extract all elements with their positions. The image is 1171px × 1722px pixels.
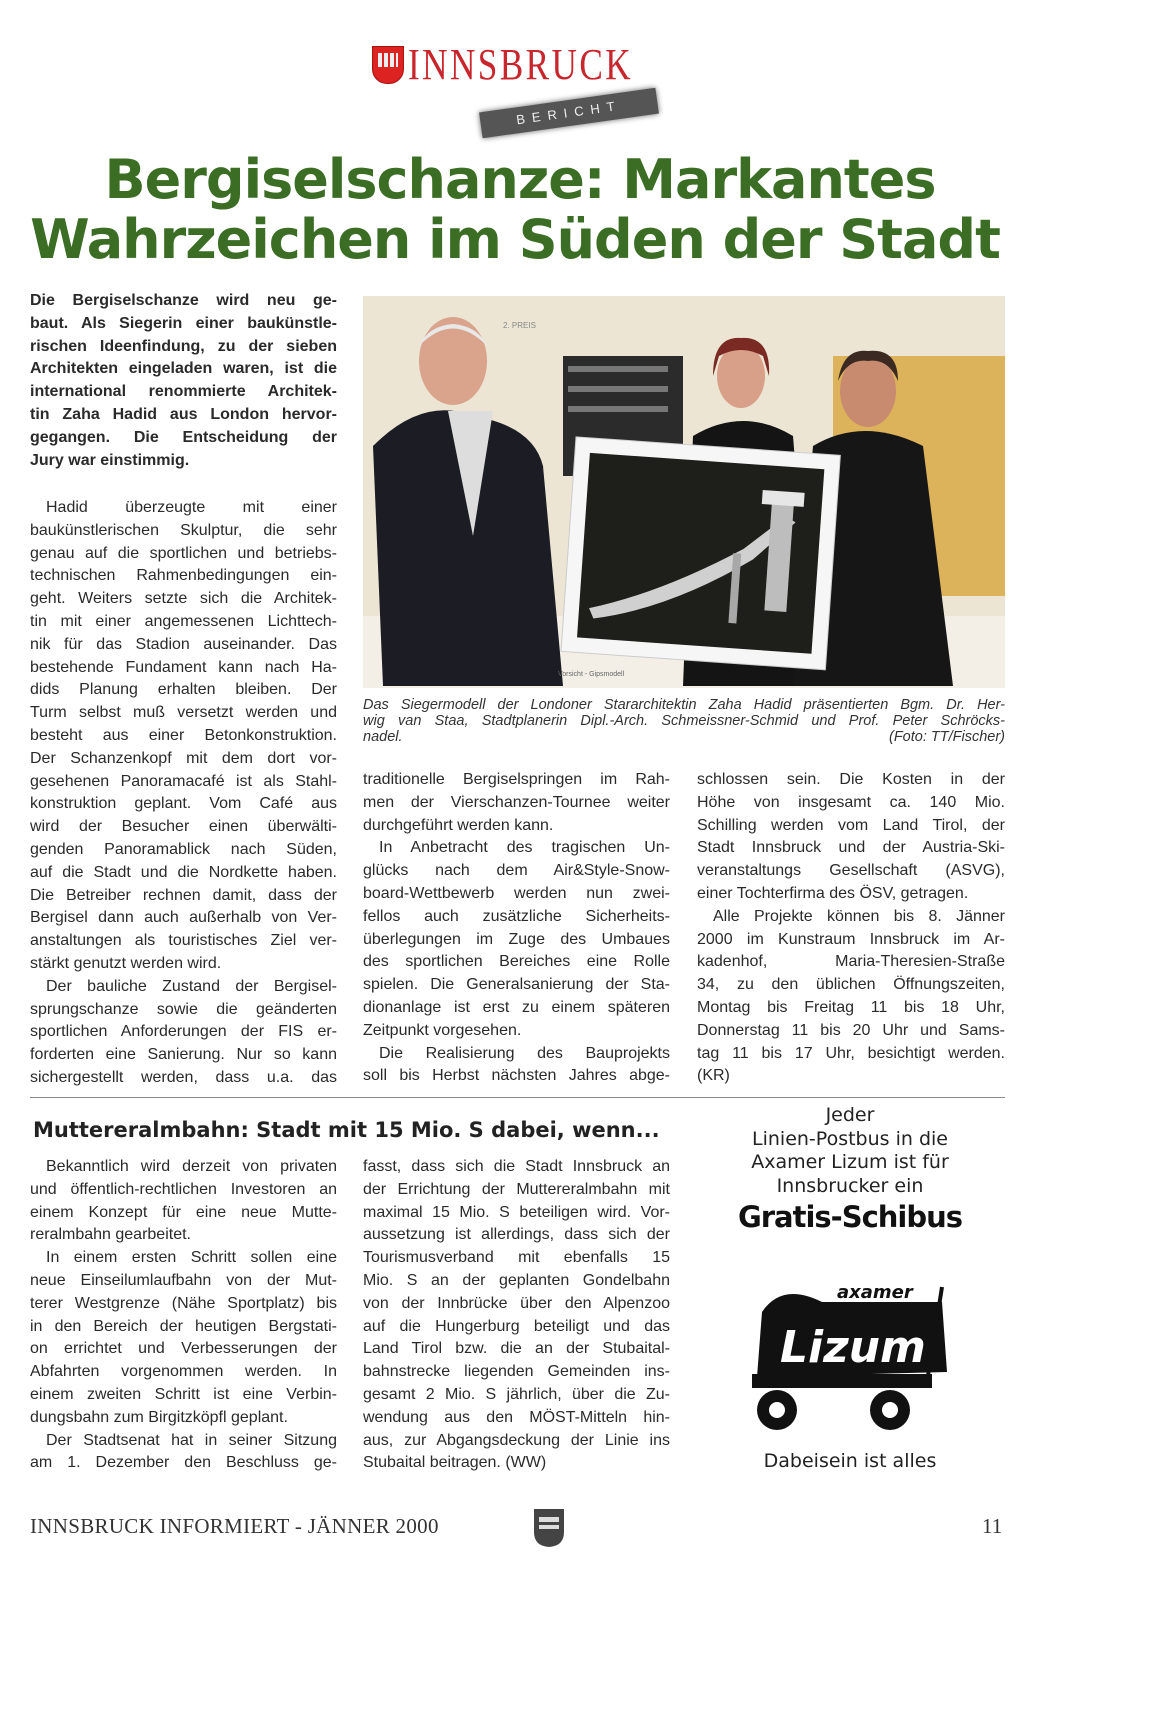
text-line: Zeitpunkt vorgesehen. <box>363 1021 522 1039</box>
text-line: board-Wettbewerb werden nun zwei- <box>363 884 670 902</box>
text-line: Der Stadtsenat hat in seiner Sitzung <box>46 1431 337 1449</box>
text-line: fellos auch zusätzliche Sicherheits- <box>363 907 670 925</box>
text-line: einer Tochterfirma des ÖSV, getragen. <box>697 884 969 902</box>
text-line: neue Einseilumlaufbahn von der Mut- <box>30 1271 337 1289</box>
headline-line-2: Wahrzeichen im Süden der Stadt <box>30 208 1000 271</box>
ad-slogan: Dabeisein ist alles <box>763 1450 937 1472</box>
page-number: 11 <box>982 1514 1003 1538</box>
ad-line: Jeder <box>825 1104 875 1126</box>
text-line: Hadid überzeugte mit einer <box>46 499 337 516</box>
masthead-tag: BERICHT <box>479 88 659 139</box>
text-line: Der Schanzenkopf mit dem dort vor- <box>30 749 337 767</box>
ad-line: Innsbrucker ein <box>776 1174 924 1197</box>
caption-last-row <box>363 729 1005 745</box>
article2-headline: Muttereralmbahn: Stadt mit 15 Mio. S dabei, wenn... <box>33 1118 660 1142</box>
footer-publication: INNSBRUCK INFORMIERT - JÄNNER 2000 <box>30 1514 439 1538</box>
text-line: geht. Weiters setzte sich die Architek- <box>30 590 337 608</box>
innsbruck-crest-icon <box>372 46 404 84</box>
text-line: auf die Stadt und die Nordkette haben. <box>30 863 337 881</box>
text-line: anstaltungen als touristisches Ziel ver- <box>30 932 337 950</box>
section-divider <box>30 1097 1005 1098</box>
text-line: baut. Als Siegerin einer baukünstle- <box>30 314 337 332</box>
text-line: schlossen sein. Die Kosten in der <box>697 771 1005 788</box>
lead-paragraph <box>30 290 337 472</box>
text-line: nik für das Stadion auseinander. Das <box>30 635 337 653</box>
text-line: fasst, dass sich die Stadt Innsbruck an <box>363 1158 670 1175</box>
text-line: Schilling werden vom Land Tirol, der <box>697 816 1005 834</box>
article-column-1 <box>30 497 337 1090</box>
text-line: Die Realisierung des Bauprojekts <box>379 1044 670 1062</box>
text-line: des sportlichen Bereiches eine Rolle <box>363 953 670 971</box>
ad-highlight: Gratis-Schibus <box>737 1200 963 1234</box>
text-line: spielen. Die Generalsanierung der Sta- <box>363 976 670 994</box>
text-line: 34, zu den üblichen Öffnungszeiten, <box>697 976 1005 994</box>
text-line: von der Innbrücke über den Alpenzoo <box>363 1294 670 1312</box>
text-line: reralmbahn gearbeitet. <box>30 1226 191 1244</box>
text-line: konstruktion geplant. Vom Café aus <box>30 795 337 813</box>
text-line: tin Zaha Hadid aus London hervor- <box>30 405 337 423</box>
text-line: genau auf die sportlichen und betriebs- <box>30 544 337 562</box>
text-line: der Errichtung der Muttereralmbahn mit <box>363 1180 670 1198</box>
text-line: einem zweiten Schritt ist eine Verbin- <box>30 1385 337 1403</box>
text-line: besteht aus einer Betonkonstruktion. <box>30 726 337 744</box>
text-line: Stubaital beitragen. (WW) <box>363 1454 547 1472</box>
ad-line: Linien-Postbus in die <box>752 1127 948 1150</box>
text-line: international renommierte Architek- <box>30 383 337 401</box>
text-line: bahnstrecke liegenden Gemeinden ins- <box>363 1363 670 1381</box>
text-line: glücks nach dem Air&Style-Snow- <box>363 862 670 880</box>
photo-caption <box>363 697 1005 745</box>
text-line: aus, zur Abgangsdeckung der Linie ins <box>363 1431 670 1449</box>
innsbruck-crest-icon <box>533 1508 565 1548</box>
text-line: in den Bereich der heutigen Bergstati- <box>30 1317 337 1335</box>
text-line: In Anbetracht des tragischen Un- <box>379 839 670 857</box>
text-line: 2000 im Kunstraum Innsbruck im Ar- <box>697 930 1005 948</box>
logo-small-text: axamer <box>837 1282 913 1303</box>
text-line: sportlichen Anforderungen der FIS er- <box>30 1023 337 1041</box>
text-line: gesehenen Panoramacafé ist als Stahl- <box>30 772 337 790</box>
text-line: Bekanntlich wird derzeit von privaten <box>46 1158 337 1175</box>
model-label: Vorsicht - Gipsmodell <box>558 671 625 678</box>
masthead-name: INNSBRUCK <box>408 40 634 89</box>
text-line: Die Betreiber rechnen damit, dass der <box>30 886 337 904</box>
text-line: soll bis Herbst nächsten Jahres abge- <box>363 1067 670 1085</box>
text-line: on errichtet und Verbesserungen der <box>30 1340 337 1358</box>
text-line: In einem ersten Schritt sollen eine <box>46 1249 337 1267</box>
text-line: Architekten eingeladen waren, ist die <box>30 360 337 378</box>
text-line: tin mit einer angemessenen Lichttech- <box>30 612 337 630</box>
text-line: wendung aus den MÖST-Mitteln hin- <box>363 1408 670 1426</box>
text-line: veranstaltungs Gesellschaft (ASVG), <box>697 862 1005 880</box>
article-column-2 <box>363 769 670 1088</box>
text-line: Die Bergiselschanze wird neu ge- <box>30 292 337 309</box>
text-line: und öffentlich-rechtlichen Investoren an <box>30 1180 337 1198</box>
photo-credit: (Foto: TT/Fischer) <box>888 729 1005 745</box>
text-line: einem Konzept für eine neue Mutte- <box>30 1203 337 1221</box>
article-column-3 <box>697 769 1005 1088</box>
ad-line: Axamer Lizum ist für <box>751 1151 949 1173</box>
text-line: sprungschanze sowie die geänderten <box>30 1000 337 1018</box>
text-line: gesamt 2 Mio. S jährlich, über die Zu- <box>363 1385 670 1403</box>
text-line: Jury war einstimmig. <box>30 451 190 469</box>
text-line: Mio. S an der geplanten Gondelbahn <box>363 1271 670 1289</box>
text-line: Donnerstag 11 bis 20 Uhr und Sams- <box>697 1021 1005 1039</box>
caption-line: wig van Staa, Stadtplanerin Dipl.-Arch. Schmeissner-Schmid und Prof. Peter Schröcks- <box>363 713 1005 729</box>
text-line: (KR) <box>697 1067 730 1085</box>
text-line: Abfahrten vorgenommen werden. In <box>30 1363 337 1381</box>
text-line: dids Planung erhalten bleiben. Der <box>30 681 337 699</box>
text-line: überlegungen im Zuge des Umbaues <box>363 930 670 948</box>
text-line: stärkt genutzt werden wird. <box>30 954 222 972</box>
text-line: Land Tirol bzw. die an der Stubaital- <box>363 1340 670 1358</box>
article2-column-1 <box>30 1156 337 1475</box>
masthead-logo <box>372 40 672 140</box>
advertisement <box>700 1104 1000 1234</box>
text-line: Tourismusverband mit ebenfalls 15 <box>363 1249 670 1267</box>
text-line: wird der Besucher einen überwälti- <box>30 818 337 836</box>
text-line: bestehende Fundament kann nach Ha- <box>30 658 337 676</box>
text-line: genden Panoramablick nach Süden, <box>30 840 337 858</box>
text-line: technischen Rahmenbedingungen ein- <box>30 567 337 585</box>
text-line: auf die Hungerburg beteiligt und das <box>363 1317 670 1335</box>
text-line: Höhe von insgesamt ca. 140 Mio. <box>697 793 1005 811</box>
text-line: durchgeführt werden kann. <box>363 816 554 834</box>
text-line: baukünstlerischen Skulptur, die sehr <box>30 521 337 539</box>
text-line: sichergestellt werden, dass u.a. das <box>30 1068 337 1086</box>
text-line: dionanlage ist erst zu einem späteren <box>363 998 670 1016</box>
article-photo <box>363 296 1005 688</box>
text-line: dungsbahn zum Birgitzköpfl geplant. <box>30 1408 288 1426</box>
text-line: gegangen. Die Entscheidung der <box>30 428 337 446</box>
text-line: Stadt Innsbruck und der Austria-Ski- <box>697 839 1005 857</box>
board-label: 2. PREIS <box>503 321 536 330</box>
caption-line: nadel. <box>363 729 403 745</box>
text-line: terer Westgrenze (Nähe Sportplatz) bis <box>30 1294 337 1312</box>
logo-big-text: Lizum <box>780 1322 926 1373</box>
text-line: rischen Ideenfindung, zu der sieben <box>30 337 337 355</box>
text-line: Montag bis Freitag 11 bis 18 Uhr, <box>697 998 1005 1016</box>
axamer-lizum-logo <box>742 1282 962 1442</box>
text-line: tag 11 bis 17 Uhr, besichtigt werden. <box>697 1044 1005 1062</box>
text-line: men der Vierschanzen-Tournee weiter <box>363 793 670 811</box>
headline-line-1: Bergiselschanze: Markantes <box>104 148 936 211</box>
text-line: traditionelle Bergiselspringen im Rah- <box>363 771 670 788</box>
text-line: forderten eine Sanierung. Nur so kann <box>30 1046 337 1064</box>
text-line: Der bauliche Zustand der Bergisel- <box>46 977 337 995</box>
text-line: am 1. Dezember den Beschluss ge- <box>30 1454 337 1472</box>
text-line: maximal 15 Mio. S beteiligen wird. Vor- <box>363 1203 670 1221</box>
text-line: Bergisel dann auch außerhalb von Ver- <box>30 909 337 927</box>
text-line: aussetzung ist allerdings, dass sich der <box>363 1226 670 1244</box>
text-line: kadenhof, Maria-Theresien-Straße <box>697 953 1005 971</box>
text-line: Turm selbst muß versetzt werden und <box>30 704 337 722</box>
caption-line: Das Siegermodell der Londoner Stararchitektin Zaha Hadid präsentierten Bgm. Dr. Her- <box>363 697 1005 713</box>
text-line: Alle Projekte können bis 8. Jänner <box>713 907 1005 925</box>
article2-column-2 <box>363 1156 670 1475</box>
